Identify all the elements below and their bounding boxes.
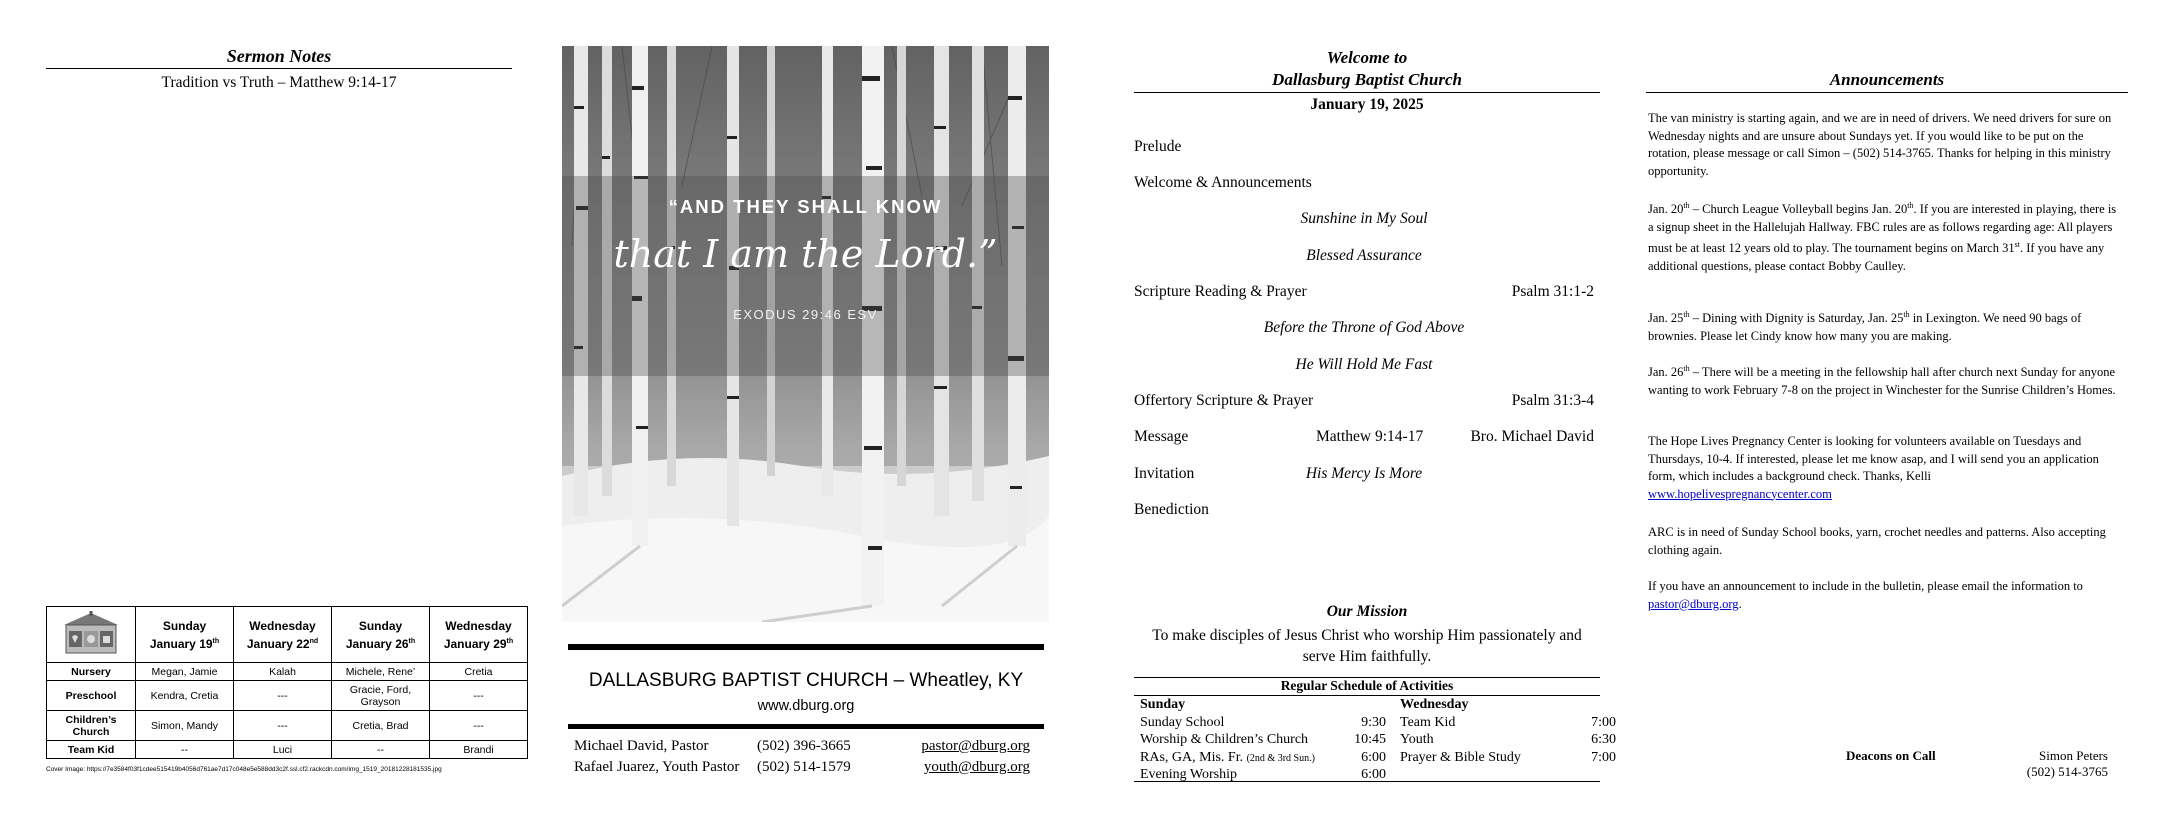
schedule-sunday-column [1140,696,1386,784]
table-cell: Cretia, Brad [332,711,430,741]
message-speaker: Bro. Michael David [1470,428,1594,445]
hymn-title: Blessed Assurance [1306,247,1422,264]
ann-text: – Dining with Dignity is Saturday, Jan. 25 [1689,311,1904,326]
announcement-submit [1648,578,2118,613]
nursery-header-1 [136,607,234,663]
schedule-item-name: Team Kid [1400,714,1456,730]
header-date: January 19 [149,636,213,651]
ann-text: in Lexington. We need 90 bags of brownies. Please let Cindy know how many you are making. [1648,311,2082,343]
nursery-header-2 [234,607,332,663]
table-cell: Gracie, Ford, Grayson [332,681,430,711]
header-date-suffix: nd [309,637,319,645]
nursery-schedule-table [46,606,528,759]
schedule-item-name: Youth [1400,732,1434,747]
service-item-welcome [1134,174,1594,194]
table-cell: --- [430,681,528,711]
ann-text: If you have an announcement to include in the bulletin, please email the information to [1648,579,2083,593]
staff-phone: (502) 514-1579 [757,759,851,775]
service-item-label: Invitation [1134,465,1195,482]
cover-photo-birch-forest [562,46,1049,622]
table-cell: Cretia [430,663,528,681]
service-item-prelude [1134,138,1594,158]
schedule-item [1140,731,1386,749]
deacon-phone: (502) 514-3765 [2026,764,2108,779]
table-cell: -- [136,741,234,759]
service-item-invitation [1134,465,1594,485]
ann-sup: th [1683,201,1690,210]
table-cell: -- [332,741,430,759]
announcements-rule [1646,92,2128,93]
staff-name: Michael David, Pastor [574,738,709,754]
table-cell: --- [234,711,332,741]
service-item-benediction [1134,501,1594,521]
welcome-church-name: Dallasburg Baptist Church [1272,70,1462,89]
table-cell: Michele, Rene’ [332,663,430,681]
ann-sup: th [1683,310,1690,319]
announcement-dining-dignity [1648,306,2118,345]
announcement-hope-lives [1648,433,2118,503]
schedule-item-time: 9:30 [1361,714,1386,730]
staff-phone: (502) 396-3665 [757,738,851,754]
sermon-title-rule [46,68,512,69]
schedule-item-label: RAs, GA, Mis. Fr. [1140,749,1244,765]
schedule-item-name: Sunday School [1140,714,1225,730]
schedule-item-time: 10:45 [1354,732,1386,747]
deacons-on-call-label: Deacons on Call [1846,748,1936,763]
ann-sup: st [2014,240,2020,250]
service-hymn-4 [1134,356,1594,376]
church-logo-icon [60,611,122,655]
hymn-title: He Will Hold Me Fast [1295,356,1433,373]
schedule-item-name: Evening Worship [1140,767,1237,782]
table-row [47,741,528,759]
schedule-title: Regular Schedule of Activities [1280,678,1454,693]
ann-sup: th [1903,310,1910,319]
table-row [47,681,528,711]
mission-statement: To make disciples of Jesus Christ who worship Him passionately and serve Him faithfully. [1152,627,1582,665]
table-cell: Simon, Mandy [136,711,234,741]
scripture-reference: Psalm 31:1-2 [1511,283,1594,300]
ann-text: Jan. 26 [1648,365,1684,380]
staff-email-link[interactable]: pastor@dburg.org [921,738,1030,754]
table-cell: Brandi [430,741,528,759]
header-day: Sunday [358,618,403,633]
ann-text: Jan. 25 [1648,311,1684,326]
table-cell: Megan, Jamie [136,663,234,681]
cover-quote-line2: that I am the Lord.” [613,232,998,276]
hymn-title: His Mercy Is More [1305,465,1423,482]
service-item-label: Welcome & Announcements [1134,174,1312,191]
table-row [47,711,528,741]
staff-email-link[interactable]: youth@dburg.org [923,759,1030,775]
hope-lives-link[interactable]: www.hopelivespregnancycenter.com [1648,486,1832,501]
header-date-suffix: th [212,637,220,645]
schedule-item [1400,749,1616,767]
mission-title: Our Mission [1326,603,1408,620]
church-logo-cell [47,607,136,663]
service-hymn-2 [1134,247,1594,267]
ann-text: . [1738,596,1742,611]
welcome-rule [1134,92,1600,93]
table-cell: --- [234,681,332,711]
sermon-subtitle: Tradition vs Truth – Matthew 9:14-17 [161,74,397,91]
schedule-item [1140,714,1386,732]
header-date: January 26 [345,636,409,651]
header-day: Wednesday [445,618,512,633]
cover-divider-bottom [568,724,1044,729]
header-day: Sunday [162,618,207,633]
table-cell: Luci [234,741,332,759]
cover-quote-line1: “AND THEY SHALL KNOW [668,196,943,217]
message-scripture: Matthew 9:14-17 [1316,428,1424,445]
header-date: January 29 [443,636,507,651]
row-label: Children’s Church [47,711,136,741]
service-hymn-1 [1134,210,1594,230]
church-website[interactable]: www.dburg.org [757,698,855,714]
schedule-item [1400,731,1616,749]
announcement-fellowship-meeting [1648,360,2118,399]
service-item-label: Prelude [1134,138,1182,155]
service-item-offertory [1134,392,1594,412]
service-item-label: Offertory Scripture & Prayer [1134,392,1314,409]
header-date-suffix: th [506,637,514,645]
announcement-volleyball [1648,197,2118,275]
schedule-rule-bottom [1134,781,1600,782]
schedule-item-name: Prayer & Bible Study [1400,749,1521,765]
schedule-sunday-header: Sunday [1140,697,1186,712]
schedule-wednesday-column [1400,696,1616,766]
table-cell: Kalah [234,663,332,681]
cover-image-credit: Cover Image: https://7e3584f03f1cdee515419b4056d761ae7d17c048e5e588dd3c2f.ssl.cf2.rackcdn.com/img_1519_20181228181535.jpg [46,766,442,773]
pastor-email-link[interactable]: pastor@dburg.org [1648,596,1739,611]
ann-text: – There will be a meeting in the fellowship hall after church next Sunday for anyone wanting to work February 7-8 on the project in Winchester for the Sunrise Children’s Homes. [1648,365,2116,397]
table-cell: Kendra, Cretia [136,681,234,711]
cover-divider-top [568,644,1044,650]
row-label: Preschool [47,681,136,711]
sermon-notes-title: Sermon Notes [226,46,332,66]
table-header-row [47,607,528,663]
service-item-scripture [1134,283,1594,303]
service-item-label: Message [1134,428,1189,445]
schedule-item-note: (2nd & 3rd Sun.) [1246,752,1315,764]
table-row [47,663,528,681]
row-label: Team Kid [47,741,136,759]
ann-text: – Church League Volleyball begins Jan. 20 [1689,202,1908,217]
ann-text: . If you have any additional questions, please contact Bobby Caulley. [1648,241,2105,273]
announcements-title: Announcements [1829,70,1945,89]
announcement-arc: ARC is in need of Sunday School books, yarn, crochet needles and patterns. Also accepting clothing again. [1648,525,2106,557]
staff-row-youth-pastor [574,759,1030,779]
birch-trees-illustration [562,46,1049,622]
hymn-title: Before the Throne of God Above [1263,319,1465,336]
schedule-item-time: 6:00 [1361,749,1386,765]
schedule-item-time: 7:00 [1591,749,1616,765]
nursery-header-3 [332,607,430,663]
service-hymn-3 [1134,319,1594,339]
row-label: Nursery [47,663,136,681]
hymn-title: Sunshine in My Soul [1300,210,1428,227]
schedule-item [1140,749,1386,767]
schedule-item-time: 7:00 [1591,714,1616,730]
header-day: Wednesday [249,618,316,633]
ann-text: . If you are interested in playing, there is a signup sheet in the Hallelujah Hallway. FBC rules are as follows regarding age: All players must be at least 12 years old to play. The tournament begins on March 31 [1648,202,2117,256]
staff-name: Rafael Juarez, Youth Pastor [574,759,740,775]
schedule-item-time: 6:30 [1591,732,1616,747]
schedule-item-name [1140,749,1315,768]
ann-text: The Hope Lives Pregnancy Center is looking for volunteers available on Tuesdays and Thursdays, 10-4. If interested, please let me know asap, and I will send you an application form, which includes a background check. Thanks, Kelli [1648,434,2099,483]
ann-text: Jan. 20 [1648,202,1684,217]
service-item-message [1134,428,1594,448]
ann-sup: th [1683,364,1690,373]
service-item-label: Benediction [1134,501,1209,518]
schedule-item-name: Worship & Children’s Church [1140,732,1309,747]
church-name: DALLASBURG BAPTIST CHURCH – Wheatley, KY [588,670,1024,691]
staff-row-pastor [574,738,1030,758]
deacon-name: Simon Peters [2039,748,2108,763]
welcome-heading: Welcome to [1326,48,1408,67]
header-date: January 22 [246,636,310,651]
service-date: January 19, 2025 [1310,96,1424,113]
schedule-wednesday-header: Wednesday [1400,697,1469,712]
ann-sup: th [1907,201,1914,210]
scripture-reference: Psalm 31:3-4 [1511,392,1594,409]
nursery-header-4 [430,607,528,663]
schedule-item-time: 6:00 [1361,767,1386,782]
cover-quote-reference: EXODUS 29:46 ESV [733,307,878,322]
announcement-van-ministry: The van ministry is starting again, and we are in need of drivers. We need drivers for sure on Wednesday nights and are unsure about Sundays yet. If you would like to be put on the rotation, please message or call Simon – (502) 514-3765. Thanks for helping in this ministry opportunity. [1648,111,2112,178]
schedule-item [1400,714,1616,732]
service-item-label: Scripture Reading & Prayer [1134,283,1307,300]
table-cell: --- [430,711,528,741]
header-date-suffix: th [408,637,416,645]
